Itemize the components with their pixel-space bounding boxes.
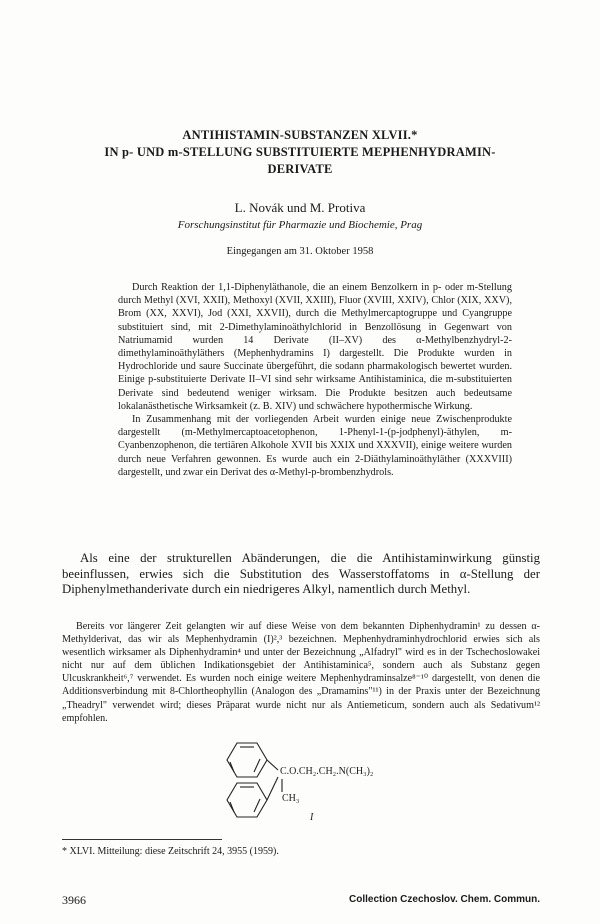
article-title-line3: DERIVATE <box>267 162 333 176</box>
footnote-rule <box>62 839 222 840</box>
received-date: Eingegangen am 31. Oktober 1958 <box>226 246 374 257</box>
article-title-line2: IN p- UND m-STELLUNG SUBSTITUIERTE MEPHENHYDRAMIN- <box>104 145 496 159</box>
side-chain-formula: C.O.CH₂.CH₂.N(CH₃)₂ <box>280 766 374 777</box>
abstract <box>118 281 512 479</box>
chemical-structure <box>215 735 415 830</box>
compound-label: I <box>310 812 314 823</box>
lead-paragraph: Als eine der strukturellen Abänderungen, die die Antihistaminwirkung günstig beeinflussen, erwies sich die Substitution des Wasserstoffatoms in α-Stellung der Diphenylmethanderivate durch ein niedrigeres Alkyl, namentlich durch Methyl. <box>62 551 540 596</box>
methyl-substituent: CH₃ <box>282 793 300 804</box>
footnote: * XLVI. Mitteilung: diese Zeitschrift 24, 3955 (1959). <box>62 846 279 857</box>
journal-name: Collection Czechoslov. Chem. Commun. <box>349 894 540 905</box>
institution: Forschungsinstitut für Pharmazie und Biochemie, Prag <box>177 219 423 231</box>
article-title-line1: ANTIHISTAMIN-SUBSTANZEN XLVII.* <box>182 128 418 142</box>
abstract-paragraph-2: In Zusammenhang mit der vorliegenden Arbeit wurden einige neue Zwischenprodukte dargestellt (m-Methylmercaptoacetophenon, 1-Phenyl-1-(p-jodphenyl)-äthylen, m-Cyanbenzophenon, die tertiären Alkohole XVII bis XXIX und XXXVII), einige weitere wurden durch neue Verfahren gewonnen. Es wurde auch ein 2-Diäthylaminoäthyläther (XXXVIII) dargestellt, und zwar ein Derivat des α-Methyl-p-brombenzhydrols. <box>118 414 512 478</box>
abstract-paragraph-1: Durch Reaktion der 1,1-Diphenyläthanole, die an einem Benzolkern in p- oder m-Stellung durch Methyl (XVI, XXII), Methoxyl (XVII, XXIII), Fluor (XVIII, XXIV), Chlor (XIX, XXV), Brom (XX, XXVI), Jod (XXI, XXVII), durch die Methylmercaptogruppe und Cyangruppe substituiert sind, mit 2-Dimethylaminoäthylchlorid in Benzollösung in Gegenwart von Natriumamid wurden 14 Derivate (II–XV) des α-Methylbenzhydryl-2-dimethylaminoäthyläthers (Mephenhydramins I) dargestellt. Die Produkte wurden in Hydrochloride und saure Succinate übergeführt, die sodann pharmakologisch bewertet wurden. Einige p-substituierte Derivate II–VI sind sehr wirksame Antihistaminica, die m-substituierten Derivate sind bedeutend weniger wirksam. Die Produkte besitzen auch bedeutsame lokalanästhetische Wirksamkeit (z. B. XIV) und schwächere hypothermische Wirkung. <box>118 282 512 412</box>
page-number: 3966 <box>62 893 86 907</box>
benzene-rings-diagram <box>215 735 415 830</box>
authors: L. Novák und M. Protiva <box>234 200 366 215</box>
body-paragraph: Bereits vor längerer Zeit gelangten wir auf diese Weise von dem bekannten Diphenhydramin¹ zu dessen α-Methylderivat, das wir als Mephenhydramin (I)²,³ bezeichnen. Mephenhydraminhydrochlorid erwies sich als wesentlich wirksamer als Diphenhydramin⁴ und unter der Bezeichnung „Alfadryl" wird es in der Tschechoslowakei nicht nur auf dem üblichen Indikationsgebiet der Antihistaminica⁵, sondern auch als Substanz gegen Ulcuskrankheit⁶,⁷ verwendet. Es wurden noch einige weitere Mephenhydraminsalze⁸⁻¹⁰ dargestellt, von denen die Additionsverbindung mit 8-Chlortheophyllin (Analogon des „Dramamins"¹¹) in der Praxis unter der Bezeichnung „Theadryl" verwendet wird; dieses Präparat wurde nicht nur als Antiemeticum, sondern auch als Sedativum¹² empfohlen. <box>62 621 540 724</box>
